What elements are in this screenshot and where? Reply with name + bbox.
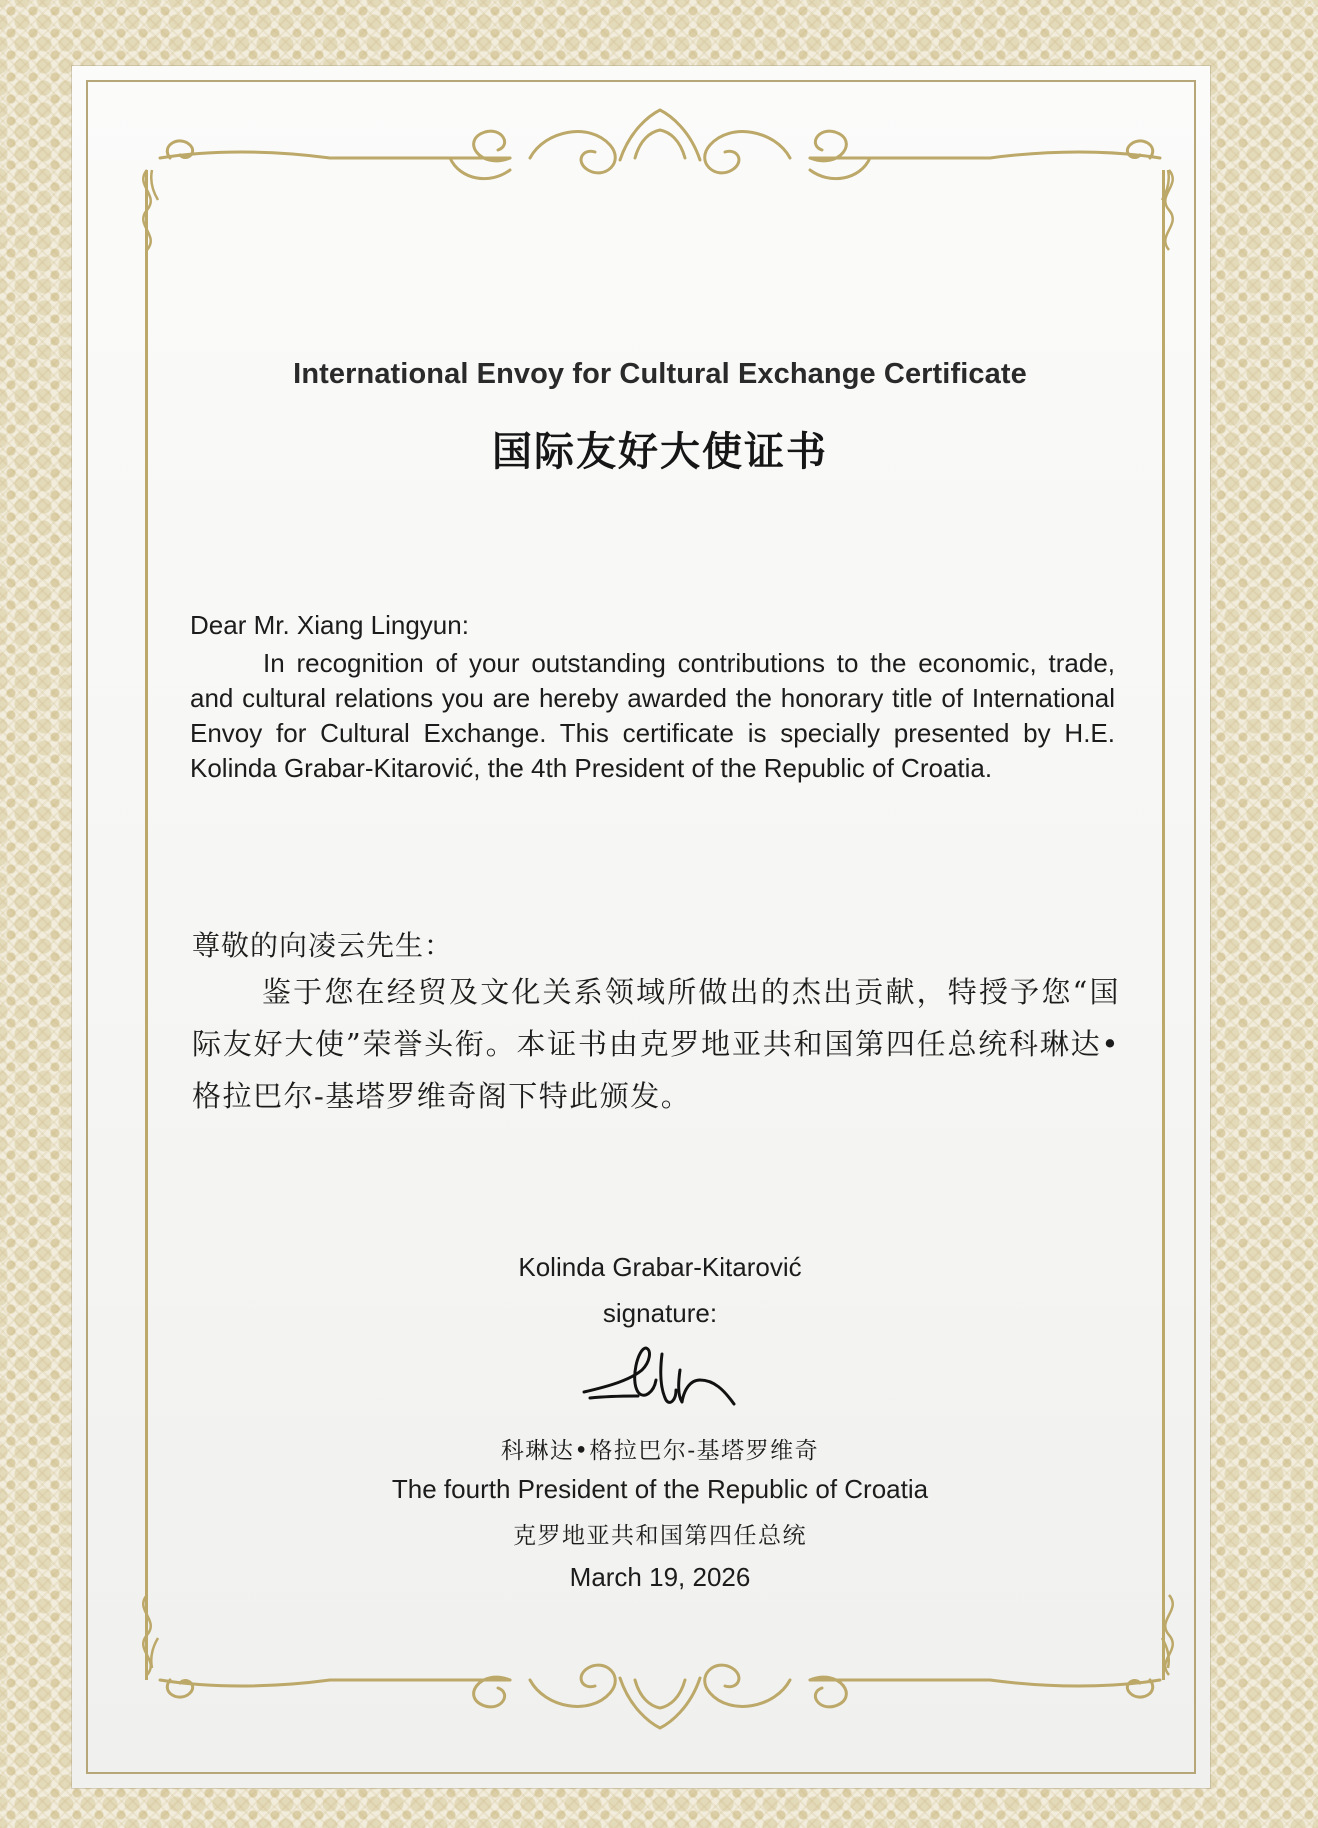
signature-label: signature: (602, 1298, 718, 1328)
salutation-chinese: 尊敬的向凌云先生： (192, 929, 454, 962)
handwritten-signature (580, 1340, 740, 1418)
body-text-chinese: 鉴于您在经贸及文化关系领域所做出的杰出贡献，特授予您“国际友好大使”荣誉头衔。本证书由克罗地亚共和国第四任总统科琳达•格拉巴尔-基塔罗维奇阁下特此颁发。 (192, 975, 1120, 1113)
certificate-date: March 19, 2026 (569, 1562, 751, 1592)
certificate-title-chinese: 国际友好大使证书 (492, 428, 828, 475)
signatory-title-chinese: 克罗地亚共和国第四任总统 (513, 1523, 807, 1549)
salutation-english: Dear Mr. Xiang Lingyun: (190, 610, 469, 640)
signatory-name-english: Kolinda Grabar-Kitarović (518, 1252, 802, 1282)
certificate-title-english: International Envoy for Cultural Exchange Certificate (293, 358, 1027, 390)
signatory-title-english: The fourth President of the Republic of Croatia (391, 1474, 929, 1504)
signatory-name-chinese: 科琳达•格拉巴尔-基塔罗维奇 (500, 1438, 820, 1464)
body-text-english: In recognition of your outstanding contributions to the economic, trade, and cultural relations you are hereby awarded the honorary title of International Envoy for Cultural Exchange. This certificate is specially presented by H.E. Kolinda Grabar-Kitarović, the 4th President of the Republic of Croatia. (190, 648, 1115, 783)
